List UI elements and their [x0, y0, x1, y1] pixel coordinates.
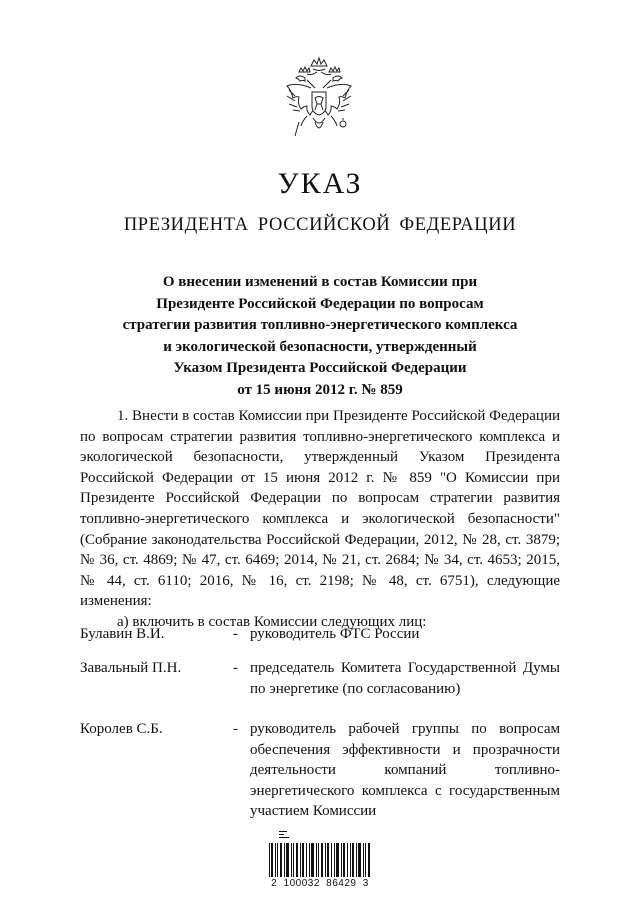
- member-dash: -: [233, 721, 238, 737]
- member-name: Булавин В.И.: [80, 626, 165, 642]
- document-heading: [80, 272, 560, 401]
- barcode-icon: [267, 829, 373, 881]
- heading-line: от 15 июня 2012 г. № 859: [237, 381, 403, 398]
- item-a: а) включить в состав Комиссии следующих лиц:: [117, 613, 427, 630]
- coat-of-arms-emblem-icon: [277, 52, 361, 144]
- document-title: УКАЗ: [277, 167, 363, 200]
- barcode-number: 2 100032 86429 3: [271, 878, 369, 889]
- paragraph-1: 1. Внести в состав Комиссии при Президенте Российской Федерации по вопросам стратегии развития топливно-энергетического комплекса и экологической безопасности, утвержденный Указом Президента Российской Федерации от 15 июня 2012 г. № 859 "О Комиссии при Президенте Российской Федерации по вопросам стратегии развития топливно-энергетического комплекса и экологической безопасности" (Собрание законодательства Российской Федерации, 2012, № 28, ст. 3879; № 36, ст. 4869; № 47, ст. 6469; 2014, № 21, ст. 2684; № 34, ст. 4653; 2015, № 44, ст. 6110; 2016, № 16, ст. 2198; № 48, ст. 6751), следующие изменения:: [80, 408, 560, 610]
- member-dash: -: [233, 660, 238, 676]
- heading-line: О внесении изменений в состав Комиссии при: [162, 274, 478, 290]
- member-name: Королев С.Б.: [80, 721, 163, 737]
- member-dash: -: [233, 626, 238, 642]
- document-body: [80, 406, 560, 633]
- member-role: председатель Комитета Государственной Думы по энергетике (по согласованию): [250, 660, 560, 697]
- heading-line: и экологической безопасности, утвержденный: [163, 338, 477, 355]
- heading-line: Президенте Российской Федерации по вопросам: [156, 295, 484, 312]
- member-name: Завальный П.Н.: [80, 660, 182, 676]
- member-role: руководитель ФТС России: [250, 626, 420, 642]
- heading-line: Указом Президента Российской Федерации: [173, 360, 467, 376]
- heading-line: стратегии развития топливно-энергетического комплекса: [122, 317, 518, 333]
- document-subtitle: ПРЕЗИДЕНТА РОССИЙСКОЙ ФЕДЕРАЦИИ: [123, 215, 517, 235]
- member-role: руководитель рабочей группы по вопросам обеспечения эффективности и прозрачности деятельности компаний топливно-энергетического комплекса с государственным участием Комиссии: [250, 721, 560, 820]
